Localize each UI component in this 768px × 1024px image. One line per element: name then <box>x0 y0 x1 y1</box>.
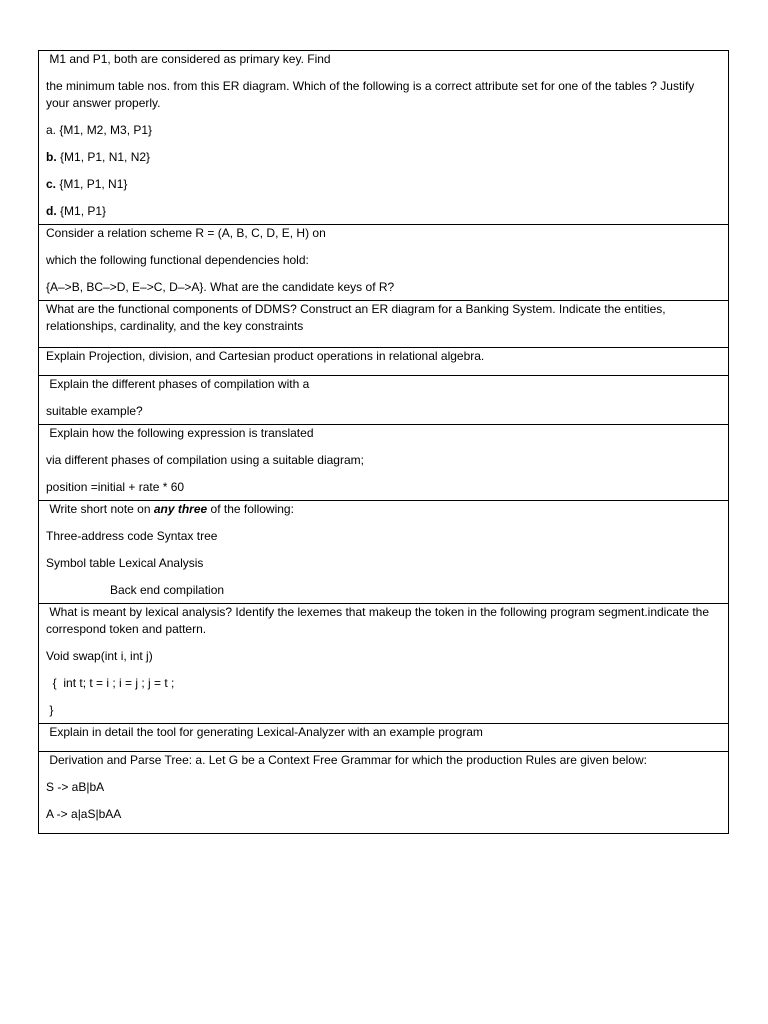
topic-line: Symbol table Lexical Analysis <box>46 556 204 570</box>
question-row <box>39 51 729 225</box>
question-text <box>46 501 720 518</box>
question-cell <box>39 604 729 724</box>
emphasis-text: any three <box>153 502 208 516</box>
option-text: {M1, P1, N1, N2} <box>60 150 151 164</box>
question-text: Explain the different phases of compilation with a <box>46 377 310 391</box>
question-cell <box>39 301 729 348</box>
option-text: {M1, P1, N1} <box>59 177 128 191</box>
question-text: which the following functional dependencies hold: <box>46 253 309 267</box>
code-line: { int t; t = i ; i = j ; j = t ; <box>46 676 175 690</box>
question-cell <box>39 225 729 301</box>
grammar-rule: S -> aB|bA <box>46 780 105 794</box>
question-row <box>39 301 729 348</box>
question-cell <box>39 425 729 501</box>
question-row <box>39 604 729 724</box>
question-text: suitable example? <box>46 404 143 418</box>
question-row <box>39 376 729 425</box>
grammar-rule: A -> a|aS|bAA <box>46 807 122 821</box>
option-label: b. <box>46 150 57 164</box>
option-b <box>46 149 720 166</box>
code-line: } <box>46 703 54 717</box>
question-cell <box>39 376 729 425</box>
question-text: the minimum table nos. from this ER diagram. Which of the following is a correct attribute set for one of the tables ? Justify your answer properly. <box>46 79 698 110</box>
question-cell <box>39 501 729 604</box>
option-label: c. <box>46 177 57 191</box>
question-cell <box>39 724 729 752</box>
option-d <box>46 203 720 220</box>
option-text: {M1, P1} <box>60 204 107 218</box>
question-table <box>38 50 729 834</box>
question-row <box>39 348 729 376</box>
topic-line: Three-address code Syntax tree <box>46 529 218 543</box>
question-cell <box>39 51 729 225</box>
option-a: a. {M1, M2, M3, P1} <box>46 123 153 137</box>
question-text: Consider a relation scheme R = (A, B, C, D, E, H) on <box>46 226 326 240</box>
code-line: Void swap(int i, int j) <box>46 649 153 663</box>
question-text: Explain how the following expression is translated <box>46 426 314 440</box>
question-text: via different phases of compilation using a suitable diagram; <box>46 453 364 467</box>
question-text: {A–>B, BC–>D, E–>C, D–>A}. What are the candidate keys of R? <box>46 280 395 294</box>
expression-text: position =initial + rate * 60 <box>46 480 185 494</box>
question-row <box>39 425 729 501</box>
question-row <box>39 501 729 604</box>
question-cell <box>39 752 729 834</box>
question-text: Explain Projection, division, and Cartesian product operations in relational algebra. <box>46 349 485 363</box>
question-lead: Write short note on <box>46 502 154 516</box>
question-text: What is meant by lexical analysis? Identify the lexemes that makeup the token in the following program segment.indicate the correspond token and pattern. <box>46 605 713 636</box>
option-label: d. <box>46 204 57 218</box>
question-row <box>39 752 729 834</box>
option-c <box>46 176 720 193</box>
question-cell <box>39 348 729 376</box>
question-row <box>39 724 729 752</box>
question-row <box>39 225 729 301</box>
question-text: Explain in detail the tool for generating Lexical-Analyzer with an example program <box>46 725 483 739</box>
question-text: What are the functional components of DDMS? Construct an ER diagram for a Banking System. Indicate the entities, relationships, cardinality, and the key constraints <box>46 302 669 333</box>
question-tail: of the following: <box>207 502 294 516</box>
topic-line: Back end compilation <box>110 583 225 597</box>
question-text: Derivation and Parse Tree: a. Let G be a Context Free Grammar for which the production Rules are given below: <box>46 753 647 767</box>
question-text: M1 and P1, both are considered as primary key. Find <box>46 52 331 66</box>
